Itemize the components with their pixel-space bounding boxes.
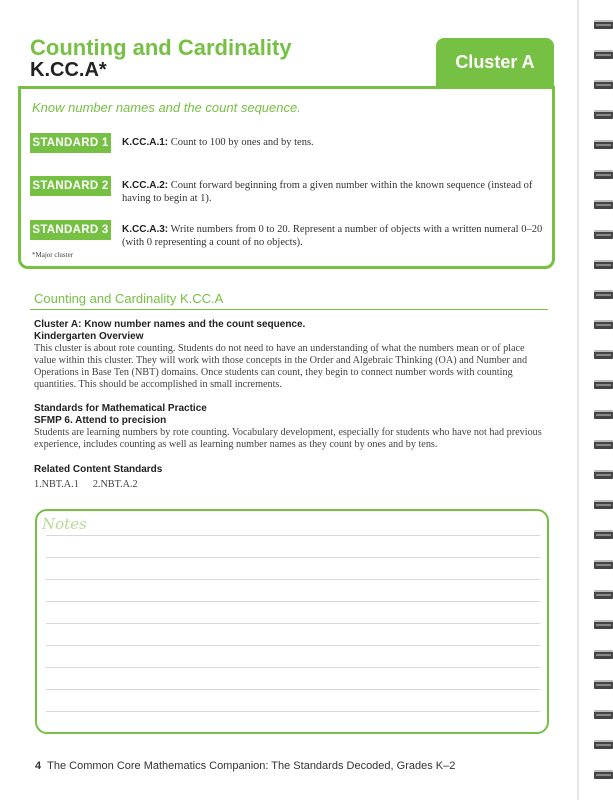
- page-footer: [35, 760, 455, 772]
- binding-coil: [594, 380, 613, 389]
- section-title: Counting and Cardinality K.CC.A: [34, 291, 224, 306]
- binding-coil: [594, 20, 613, 29]
- cluster-tab: [436, 38, 554, 86]
- standard-code: K.CC.A.2:: [122, 180, 169, 191]
- binding-coil: [594, 740, 613, 749]
- spiral-binding: [588, 0, 613, 800]
- binding-coil: [594, 110, 613, 119]
- cluster-heading: Know number names and the count sequence.: [32, 100, 301, 115]
- overview-paragraph: This cluster is about rote counting. Students do not need to have an understanding of what the numbers mean or of place value within this cluster. They will work with those concepts in the Order and Algebraic Thinking (OA) and Number and Operations in Base Ten (NBT) domains. Once students can count, they begin to connect number words with counting quantities. This should be accomplished in small increments.: [34, 343, 528, 390]
- note-line: [46, 601, 540, 602]
- binding-coil: [594, 560, 613, 569]
- notes-label: Notes: [42, 515, 87, 533]
- note-line: [46, 623, 540, 624]
- overview-block: [34, 319, 549, 391]
- practice-heading: Standards for Mathematical Practice: [34, 403, 207, 414]
- related-item: 1.NBT.A.1: [34, 479, 79, 490]
- binding-coil: [594, 140, 613, 149]
- binding-coil: [594, 710, 613, 719]
- binding-coil: [594, 500, 613, 509]
- binding-coil: [594, 320, 613, 329]
- standard-badge: STANDARD 3: [30, 220, 111, 240]
- overview-heading: Kindergarten Overview: [34, 331, 144, 342]
- binding-coil: [594, 470, 613, 479]
- binding-coil: [594, 530, 613, 539]
- note-line: [46, 579, 540, 580]
- standard-description: Write numbers from 0 to 20. Represent a number of objects with a written numeral 0–20 (with 0 representing a count of no objects).: [122, 224, 543, 248]
- binding-coil: [594, 410, 613, 419]
- binding-coil: [594, 230, 613, 239]
- standard-description: Count to 100 by ones and by tens.: [168, 137, 314, 148]
- binding-coil: [594, 440, 613, 449]
- related-heading: Related Content Standards: [34, 464, 163, 475]
- binding-coil: [594, 650, 613, 659]
- binding-coil: [594, 680, 613, 689]
- note-line: [46, 711, 540, 712]
- standard-text: [122, 179, 552, 205]
- standard-badge: STANDARD 2: [30, 176, 111, 196]
- binding-coil: [594, 770, 613, 779]
- practice-block: [34, 403, 549, 451]
- binding-coil: [594, 620, 613, 629]
- binding-coil: [594, 50, 613, 59]
- cluster-subheading: Cluster A: Know number names and the count sequence.: [34, 319, 306, 330]
- binding-coil: [594, 350, 613, 359]
- page-edge: [577, 0, 579, 800]
- page-number: 4: [35, 760, 42, 772]
- sfmp-paragraph: Students are learning numbers by rote counting. Vocabulary development, especially for students who have not had previous experience, includes counting as well as learning number names as they count by ones and by tens.: [34, 427, 542, 450]
- standard-description: Count forward beginning from a given number within the known sequence (instead of having to begin at 1).: [122, 180, 533, 204]
- related-block: [34, 464, 549, 490]
- binding-coil: [594, 200, 613, 209]
- binding-coil: [594, 260, 613, 269]
- standard-code: K.CC.A.3:: [122, 224, 169, 235]
- cluster-tab-label: Cluster A: [455, 51, 535, 72]
- standard-badge: STANDARD 1: [30, 133, 111, 153]
- cluster-code: K.CC.A*: [30, 59, 107, 81]
- notes-box: [35, 509, 549, 734]
- related-item: 2.NBT.A.2: [92, 479, 138, 490]
- note-line: [46, 689, 540, 690]
- note-line: [46, 667, 540, 668]
- note-line: [46, 557, 540, 558]
- binding-coil: [594, 290, 613, 299]
- binding-coil: [594, 80, 613, 89]
- binding-coil: [594, 590, 613, 599]
- major-cluster-note: *Major cluster: [32, 251, 74, 259]
- standard-text: [122, 136, 552, 149]
- sfmp-heading: SFMP 6. Attend to precision: [34, 415, 167, 426]
- note-line: [46, 645, 540, 646]
- binding-coil: [594, 170, 613, 179]
- standard-text: [122, 223, 552, 249]
- domain-title: Counting and Cardinality: [30, 35, 292, 60]
- note-line: [46, 535, 540, 536]
- related-list: [34, 479, 549, 490]
- section-divider: [30, 309, 548, 310]
- book-title: The Common Core Mathematics Companion: The Standards Decoded, Grades K–2: [47, 760, 456, 772]
- standard-code: K.CC.A.1:: [122, 137, 169, 148]
